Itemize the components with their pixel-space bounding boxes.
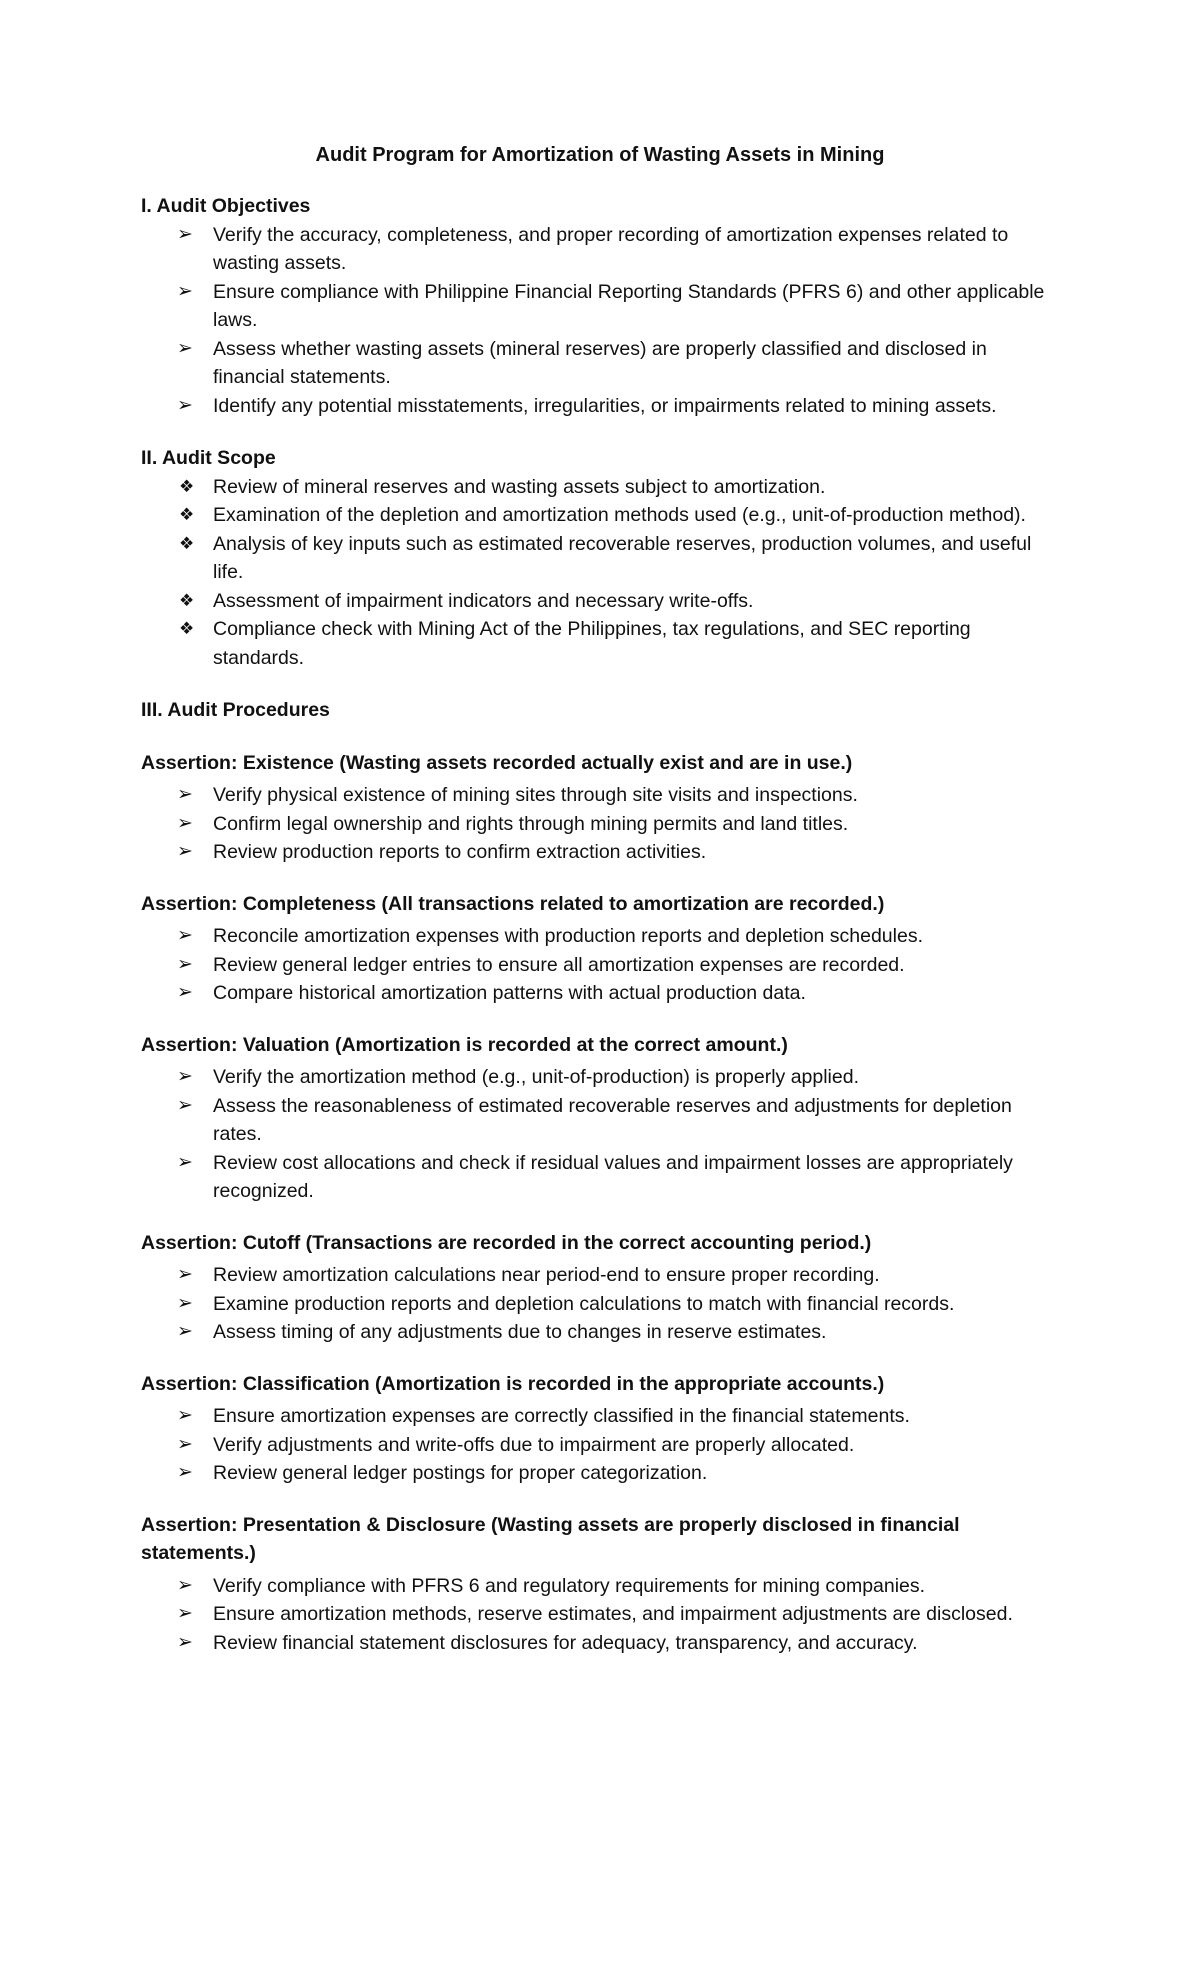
- list-item: [141, 1629, 1063, 1658]
- arrow-bullet-icon: ➢: [177, 982, 193, 1003]
- list-item-text: Review amortization calculations near period-end to ensure proper recording.: [213, 1264, 880, 1286]
- list-item-text: Review of mineral reserves and wasting assets subject to amortization.: [213, 475, 826, 498]
- document-body: [141, 192, 1063, 1657]
- list-item-text: Assess timing of any adjustments due to changes in reserve estimates.: [213, 1321, 827, 1343]
- assertion-heading: Assertion: Classification (Amortization is recorded in the appropriate accounts.): [141, 1372, 885, 1395]
- arrow-bullet-icon: ➢: [177, 1631, 193, 1653]
- list-item: [141, 1431, 1063, 1460]
- arrow-bullet-icon: ➢: [177, 1433, 193, 1455]
- spacer: [141, 1347, 1063, 1370]
- list-item: [141, 278, 1063, 335]
- assertion-cutoff: [141, 1229, 1063, 1347]
- arrow-bullet-icon: ➢: [177, 280, 193, 302]
- list-item: [141, 1572, 1063, 1601]
- objectives-list: [141, 221, 1063, 421]
- list-item-text: Ensure amortization expenses are correctly classified in the financial statements.: [213, 1405, 910, 1427]
- list-item-text: Verify physical existence of mining sites through site visits and inspections.: [213, 784, 858, 806]
- assertion-list: [141, 1402, 1063, 1488]
- arrow-bullet-icon: ➢: [177, 1264, 193, 1285]
- objectives-section: [141, 192, 1063, 420]
- arrow-bullet-icon: ➢: [177, 812, 193, 834]
- list-item-text: Analysis of key inputs such as estimated recoverable reserves, production volumes, and useful life.: [213, 532, 1032, 583]
- list-item-text: Assess whether wasting assets (mineral reserves) are properly classified and disclosed in financial statements.: [213, 337, 987, 388]
- assertion-heading: Assertion: Valuation (Amortization is recorded at the correct amount.): [141, 1033, 788, 1056]
- spacer: [141, 420, 1063, 444]
- list-item-text: Review general ledger postings for proper categorization.: [213, 1462, 708, 1484]
- list-item: [141, 951, 1063, 980]
- diamond-bullet-icon: ❖: [179, 505, 195, 524]
- assertion-heading: Assertion: Completeness (All transactions related to amortization are recorded.): [141, 892, 885, 915]
- objectives-heading: I. Audit Objectives: [141, 195, 311, 217]
- list-item-text: Assessment of impairment indicators and necessary write-offs.: [213, 589, 754, 612]
- list-item: [141, 1092, 1063, 1149]
- arrow-bullet-icon: ➢: [177, 841, 193, 862]
- list-item-text: Ensure amortization methods, reserve estimates, and impairment adjustments are disclosed.: [213, 1603, 1013, 1625]
- procedures-section: [141, 696, 1063, 1657]
- arrow-bullet-icon: ➢: [177, 1405, 193, 1426]
- list-item: [141, 922, 1063, 951]
- list-item-text: Examine production reports and depletion calculations to match with financial records.: [213, 1292, 955, 1315]
- assertion-existence: [141, 749, 1063, 867]
- list-item: [141, 615, 1063, 672]
- spacer: [141, 1206, 1063, 1229]
- arrow-bullet-icon: ➢: [177, 337, 193, 359]
- assertion-valuation: [141, 1031, 1063, 1206]
- list-item: [141, 335, 1063, 392]
- list-item-text: Identify any potential misstatements, irregularities, or impairments related to mining assets.: [213, 394, 997, 417]
- list-item: [141, 392, 1063, 421]
- arrow-bullet-icon: ➢: [177, 394, 193, 416]
- diamond-bullet-icon: ❖: [179, 619, 195, 638]
- list-item-text: Review financial statement disclosures for adequacy, transparency, and accuracy.: [213, 1631, 918, 1654]
- assertion-list: [141, 1261, 1063, 1347]
- list-item: [141, 1402, 1063, 1431]
- diamond-bullet-icon: ❖: [179, 533, 195, 553]
- scope-list: [141, 473, 1063, 673]
- list-item: [141, 587, 1063, 616]
- list-item: [141, 473, 1063, 502]
- assertion-classification: [141, 1370, 1063, 1488]
- list-item-text: Confirm legal ownership and rights through mining permits and land titles.: [213, 812, 849, 835]
- assertion-presentation-disclosure: [141, 1511, 1063, 1658]
- list-item-text: Ensure compliance with Philippine Financial Reporting Standards (PFRS 6) and other applicable laws.: [213, 280, 1045, 331]
- arrow-bullet-icon: ➢: [177, 1066, 193, 1087]
- list-item-text: Verify the accuracy, completeness, and proper recording of amortization expenses related to wasting assets.: [213, 223, 1009, 274]
- assertion-list: [141, 1063, 1063, 1206]
- spacer: [141, 725, 1063, 749]
- list-item-text: Compliance check with Mining Act of the Philippines, tax regulations, and SEC reporting standards.: [213, 618, 971, 669]
- list-item-text: Review cost allocations and check if residual values and impairment losses are appropriately recognized.: [213, 1151, 1013, 1202]
- arrow-bullet-icon: ➢: [177, 1321, 193, 1342]
- spacer: [141, 1008, 1063, 1031]
- list-item: [141, 838, 1063, 867]
- procedures-heading: III. Audit Procedures: [141, 699, 330, 721]
- list-item: [141, 1290, 1063, 1319]
- spacer: [141, 672, 1063, 696]
- arrow-bullet-icon: ➢: [177, 1292, 193, 1314]
- assertion-completeness: [141, 890, 1063, 1008]
- list-item-text: Verify adjustments and write-offs due to impairment are properly allocated.: [213, 1433, 855, 1456]
- diamond-bullet-icon: ❖: [179, 590, 195, 610]
- spacer: [141, 867, 1063, 890]
- list-item-text: Verify compliance with PFRS 6 and regulatory requirements for mining companies.: [213, 1574, 926, 1597]
- arrow-bullet-icon: ➢: [177, 784, 193, 805]
- assertion-list: [141, 1572, 1063, 1658]
- arrow-bullet-icon: ➢: [177, 1574, 193, 1596]
- list-item-text: Assess the reasonableness of estimated recoverable reserves and adjustments for depletion rates.: [213, 1094, 1012, 1145]
- arrow-bullet-icon: ➢: [177, 925, 193, 946]
- list-item-text: Verify the amortization method (e.g., unit-of-production) is properly applied.: [213, 1066, 859, 1088]
- list-item: [141, 1318, 1063, 1347]
- list-item: [141, 810, 1063, 839]
- arrow-bullet-icon: ➢: [177, 223, 193, 245]
- arrow-bullet-icon: ➢: [177, 1462, 193, 1483]
- list-item-text: Compare historical amortization patterns with actual production data.: [213, 982, 806, 1004]
- list-item: [141, 221, 1063, 278]
- list-item-text: Review production reports to confirm extraction activities.: [213, 841, 707, 863]
- spacer: [141, 1488, 1063, 1511]
- assertion-list: [141, 922, 1063, 1008]
- arrow-bullet-icon: ➢: [177, 1151, 193, 1173]
- list-item-text: Review general ledger entries to ensure all amortization expenses are recorded.: [213, 953, 905, 976]
- list-item: [141, 979, 1063, 1008]
- list-item: [141, 530, 1063, 587]
- scope-section: [141, 444, 1063, 672]
- list-item: [141, 501, 1063, 530]
- list-item: [141, 1149, 1063, 1206]
- list-item: [141, 1459, 1063, 1488]
- arrow-bullet-icon: ➢: [177, 1603, 193, 1624]
- scope-heading: II. Audit Scope: [141, 447, 276, 469]
- diamond-bullet-icon: ❖: [179, 476, 195, 496]
- assertion-heading: Assertion: Presentation & Disclosure (Wasting assets are properly disclosed in financial statements.): [141, 1513, 960, 1564]
- arrow-bullet-icon: ➢: [177, 953, 193, 975]
- list-item-text: Examination of the depletion and amortization methods used (e.g., unit-of-production method).: [213, 504, 1026, 526]
- assertion-heading: Assertion: Cutoff (Transactions are recorded in the correct accounting period.): [141, 1231, 872, 1254]
- assertion-list: [141, 781, 1063, 867]
- list-item: [141, 1063, 1063, 1092]
- list-item: [141, 1261, 1063, 1290]
- list-item-text: Reconcile amortization expenses with production reports and depletion schedules.: [213, 925, 923, 947]
- arrow-bullet-icon: ➢: [177, 1094, 193, 1116]
- assertion-heading: Assertion: Existence (Wasting assets recorded actually exist and are in use.): [141, 751, 853, 774]
- list-item: [141, 781, 1063, 810]
- list-item: [141, 1600, 1063, 1629]
- document-title: Audit Program for Amortization of Wasting Assets in Mining: [315, 144, 885, 166]
